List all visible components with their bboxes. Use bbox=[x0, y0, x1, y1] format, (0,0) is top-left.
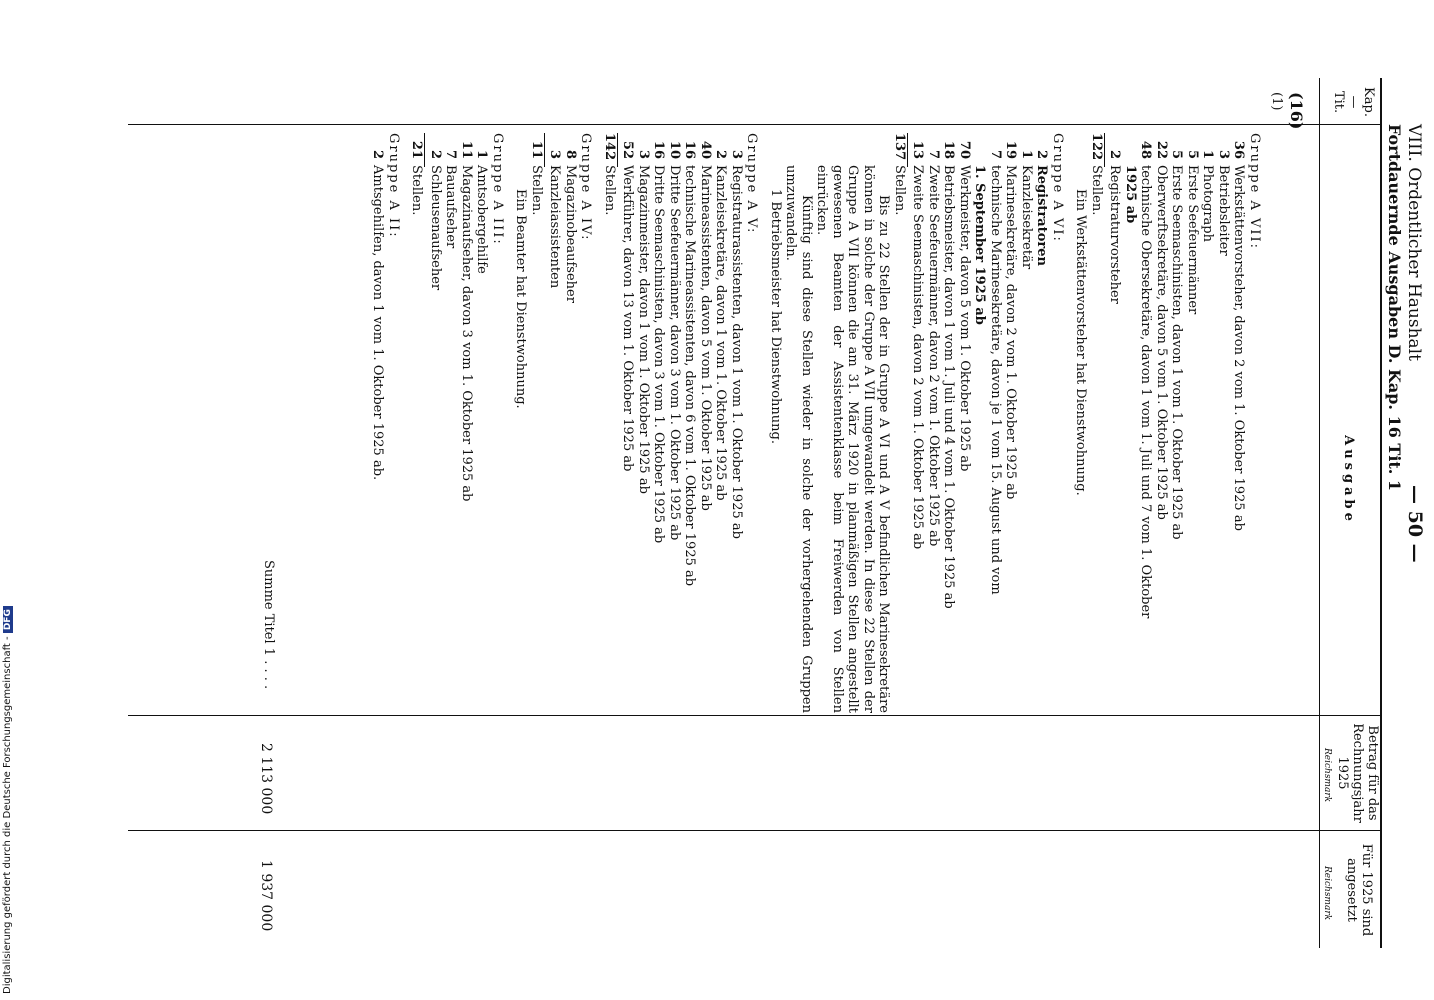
list-item: 10Dritte Seefeuermänner, davon 3 vom 1. Oktober 1925 ab bbox=[667, 140, 682, 541]
list-item: 11Magazinaufseher, davon 3 vom 1. Oktober 1925 ab bbox=[459, 140, 474, 502]
list-item: 7Bauaufseher bbox=[443, 149, 459, 249]
list-item: 48technische Obersekretäre, davon 1 vom 1. Juli und 7 vom 1. Oktober bbox=[1138, 140, 1154, 619]
group-note: Ein Beamter hat Dienstwohnung. bbox=[513, 189, 529, 409]
list-item: 2Registratoren bbox=[1034, 149, 1050, 266]
angesetzt-header: Für 1925 sind angesetzt bbox=[1344, 843, 1374, 937]
group-note: 1 Betriebsmeister hat Dienstwohnung. bbox=[768, 189, 783, 444]
group-total: 11Stellen. bbox=[529, 140, 544, 216]
summe-betrag: 2 113 000 bbox=[258, 743, 274, 815]
sum-rule bbox=[617, 133, 618, 167]
list-item: 1Photograph bbox=[1200, 149, 1216, 242]
list-item: 3Betriebsleiter bbox=[1216, 149, 1231, 256]
group-paragraph: Bis zu 22 Stellen der in Gruppe A VI und A V befindlichen Marinesekretäre können in solche der Gruppe A VII umgewandelt werden. In diese 22 Stellen der Gruppe A VII können die am 31. März 1920 in planmäßigen Stellen angestellt gewesenen Beamten der Assistentenklasse beim Freiwerden von Stellen einrücken. bbox=[814, 165, 892, 713]
list-item: 19Marinesekretäre, davon 2 vom 1. Oktober 1925 ab bbox=[1003, 140, 1019, 500]
list-item: 5Erste Seemaschinisten, davon 1 vom 1. Oktober 1925 ab bbox=[1169, 149, 1185, 540]
list-item: 16Dritte Seemaschinisten, davon 3 vom 1. Oktober 1925 ab bbox=[651, 140, 667, 544]
list-item: 1925 ab bbox=[1123, 165, 1138, 224]
list-item: 22Oberwerftsekretäre, davon 5 vom 1. Oktober 1925 ab bbox=[1154, 140, 1169, 520]
angesetzt-unit: Reichsmark bbox=[1322, 866, 1332, 921]
ausgabe-body bbox=[370, 133, 1264, 713]
list-item: 7Zweite Seefeuermänner, davon 2 vom 1. Oktober 1925 ab bbox=[926, 149, 941, 547]
kapitel-number: (16) bbox=[1287, 92, 1306, 130]
list-item: 7technische Marinesekretäre, davon je 1 vom 15. August und vom bbox=[988, 149, 1003, 595]
group-total: 21Stellen. bbox=[409, 140, 425, 216]
dfg-logo: DFG bbox=[3, 606, 13, 633]
titel-number: (1) bbox=[1269, 92, 1284, 111]
list-item: 18Betriebsmeister, davon 1 vom 1. Juli und 4 vom 1. Oktober 1925 ab bbox=[941, 140, 957, 609]
group-total: 122Stellen. bbox=[1089, 133, 1104, 216]
sum-rule bbox=[425, 133, 426, 167]
list-item: 5Erste Seefeuermänner bbox=[1185, 149, 1200, 315]
list-item: 2Amtsgehilfen, davon 1 vom 1. Oktober 1925 ab. bbox=[370, 149, 386, 481]
group-title: Gruppe A III: bbox=[490, 133, 505, 246]
list-item: 40Marineassistenten, davon 5 vom 1. Oktober 1925 ab bbox=[698, 140, 713, 511]
sum-rule bbox=[544, 133, 545, 167]
angesetzt-column-rule bbox=[128, 830, 1382, 831]
sum-rule bbox=[1104, 133, 1105, 167]
group-title: Gruppe A VI: bbox=[1050, 133, 1065, 243]
header-rule bbox=[1319, 78, 1320, 948]
group-title: Gruppe A II: bbox=[386, 133, 401, 239]
list-item: 70Werkmeister, davon 5 vom 1. Oktober 1925 ab bbox=[957, 140, 972, 472]
group-title: Gruppe A VII: bbox=[1247, 133, 1262, 250]
dfg-footer: Digitalisierung gefördert durch die Deutsche Forschungsgemeinschaft - DFG bbox=[2, 606, 13, 994]
list-item: 36Werkstättenvorsteher, davon 2 vom 1. Oktober 1925 ab bbox=[1231, 140, 1247, 531]
list-item: 1. September 1925 ab bbox=[972, 165, 988, 325]
list-item: 2Kanzleisekretäre, davon 1 vom 1. Oktober 1925 ab bbox=[713, 149, 729, 501]
group-title: Gruppe A IV: bbox=[578, 133, 594, 242]
group-paragraph: Künftig sind diese Stellen wieder in solche der vorhergehenden Gruppen umzuwandeln. bbox=[783, 165, 814, 713]
betrag-header: Betrag für das Rechnungsjahr 1925 bbox=[1335, 723, 1380, 823]
section-subtitle: Fortdauernde Ausgaben D. Kap. 16 Tit. 1 bbox=[1385, 124, 1404, 492]
betrag-column-rule bbox=[128, 715, 1382, 716]
kap-header: Kap. — Tit. bbox=[1331, 87, 1376, 117]
ausgabe-header: Ausgabe bbox=[1341, 435, 1356, 525]
group-total: 142Stellen. bbox=[602, 133, 617, 216]
list-item: 3Magazinmeister, davon 1 vom 1. Oktober 1925 ab bbox=[636, 149, 651, 494]
summe-label: Summe Titel 1 . . . . bbox=[261, 560, 276, 690]
list-item: 2Registraturvorsteher bbox=[1107, 149, 1123, 304]
summe-angesetzt: 1 937 000 bbox=[258, 860, 274, 932]
list-item: 3Registraturassistenten, davon 1 vom 1. Oktober 1925 ab bbox=[729, 149, 744, 539]
list-item: 2Schleusenaufseher bbox=[428, 149, 443, 291]
page-number: — 50 — bbox=[1404, 485, 1426, 563]
betrag-unit: Reichsmark bbox=[1322, 748, 1332, 803]
section-title: VIII. Ordentlicher Haushalt bbox=[1404, 124, 1424, 361]
kap-column-rule bbox=[128, 124, 1382, 125]
group-note: Ein Werkstättenvorsteher hat Dienstwohnung. bbox=[1073, 189, 1089, 496]
group-total: 137Stellen. bbox=[892, 133, 907, 216]
list-item: 3Kanzleiassistenten bbox=[547, 149, 563, 289]
list-item: 52Werkführer, davon 13 vom 1. Oktober 1925 ab bbox=[620, 140, 636, 472]
list-item: 1Amtsobergehilfe bbox=[474, 149, 490, 274]
list-item: 13Zweite Seemaschinisten, davon 2 vom 1. Oktober 1925 ab bbox=[910, 140, 926, 550]
sum-rule bbox=[907, 133, 908, 167]
list-item: 1Kanzleisekretär bbox=[1019, 149, 1034, 270]
list-item: 16technische Marineassistenten, davon 6 vom 1. Oktober 1925 ab bbox=[682, 140, 698, 587]
list-item: 8Magazinobeaufseher bbox=[563, 149, 578, 303]
group-title: Gruppe A V: bbox=[744, 133, 760, 235]
top-rule bbox=[1380, 78, 1382, 948]
